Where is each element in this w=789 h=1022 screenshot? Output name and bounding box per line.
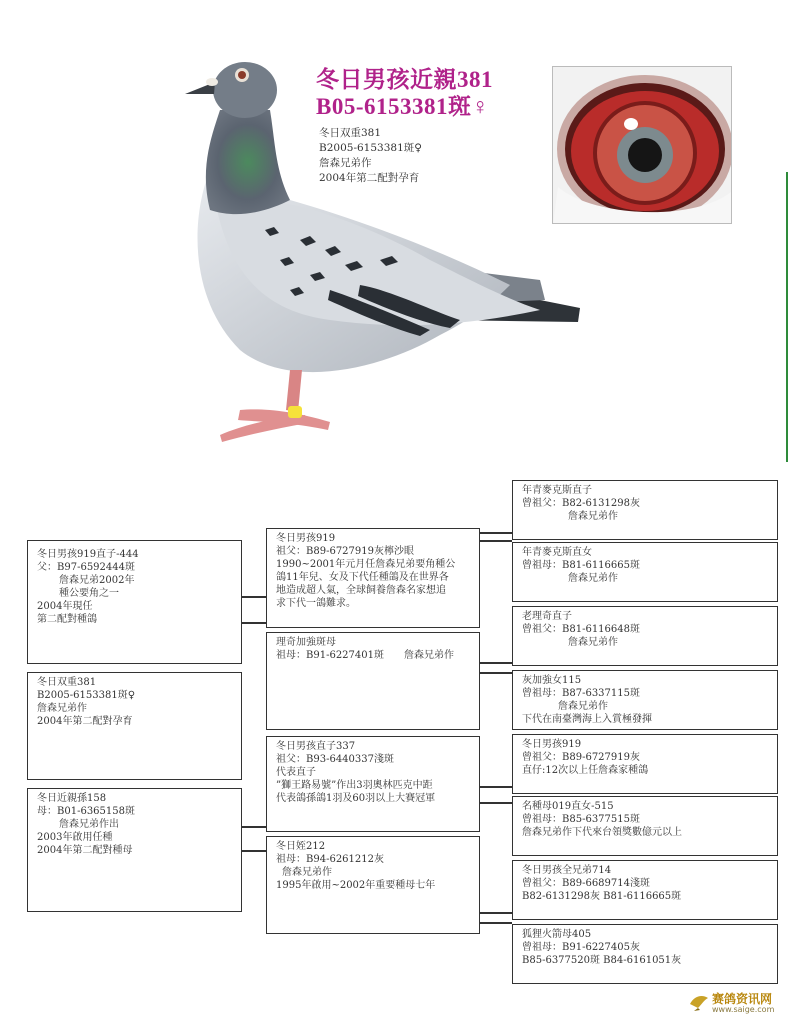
connector — [480, 912, 512, 914]
sire-note: 種公要角之一 — [59, 588, 119, 599]
pedigree-note: 詹森兄弟作下代來台領獎數億元以上 — [522, 827, 682, 838]
watermark-url: www.saige.com — [712, 1005, 775, 1014]
connector — [242, 826, 266, 828]
great-grandparent-box — [512, 860, 778, 920]
pedigree-note: 詹森兄弟作 — [558, 701, 608, 712]
info-line: 2004年第二配對孕育 — [319, 172, 420, 184]
pedigree-ring: 曾祖父：B89-6727919灰 — [522, 752, 640, 763]
pedigree-name: 冬日男孩全兄弟714 — [522, 865, 612, 876]
granddam-paternal-box — [266, 632, 480, 730]
subject-box — [27, 672, 242, 780]
pedigree-note: 直仔:12次以上任詹森家種鴿 — [522, 765, 649, 776]
pedigree-name: 冬日姪212 — [276, 841, 326, 852]
great-grandparent-box — [512, 796, 778, 856]
subject-ring: B2005-6153381斑♀ — [37, 690, 136, 701]
pedigree-ring: 曾祖父：B81-6116648斑 — [522, 624, 640, 635]
pigeon-name-title: 冬日男孩近親381 — [316, 67, 493, 92]
sire-note: 2004年現任 — [37, 601, 93, 612]
pedigree-note: 鴿11年兒、女及下代任種鴿及在世界各 — [276, 572, 449, 583]
connector — [480, 662, 512, 664]
pedigree-ring: 祖母：B91-6227401斑 詹森兄弟作 — [276, 650, 454, 661]
pedigree-note: B82-6131298灰 B81-6116665斑 — [522, 891, 682, 902]
connector — [242, 622, 266, 624]
sire-name: 冬日男孩919直子-444 — [37, 549, 139, 560]
dam-ring: 母：B01-6365158斑 — [37, 806, 135, 817]
pedigree-ring: 祖母：B94-6261212灰 — [276, 854, 384, 865]
pedigree-name: 年青麥克斯直女 — [522, 547, 592, 558]
pedigree-note: 地造成超人氣，全球飼養詹森名家想追 — [276, 585, 446, 596]
connector — [242, 596, 266, 598]
connector — [242, 850, 266, 852]
pedigree-name: 名種母019直女-515 — [522, 801, 614, 812]
great-grandparent-box — [512, 542, 778, 602]
sire-note: 第二配對種鴿 — [37, 614, 97, 625]
pedigree-ring: 曾祖母：B85-6377515斑 — [522, 814, 640, 825]
sire-box — [27, 540, 242, 664]
pedigree-note: 詹森兄弟作 — [568, 573, 618, 584]
grandsire-maternal-box — [266, 736, 480, 832]
site-watermark — [688, 990, 786, 1018]
pedigree-name: 狐狸火箭母405 — [522, 929, 592, 940]
pedigree-ring: 曾祖父：B89-6689714淺斑 — [522, 878, 650, 889]
pedigree-note: 求下代一鴿難求。 — [276, 598, 356, 609]
great-grandparent-box — [512, 734, 778, 794]
watermark-name: 赛鸽资讯网 — [712, 992, 773, 1006]
info-line: B2005-6153381斑♀ — [319, 142, 422, 154]
connector — [480, 802, 512, 804]
pedigree-note: ”獅王路易號”作出3羽奧林匹克中距 — [276, 780, 433, 791]
pedigree-name: 冬日男孩直子337 — [276, 741, 356, 752]
pedigree-note: 1990~2001年元月任詹森兄弟要角種公 — [276, 559, 456, 570]
subject-name: 冬日双重381 — [37, 677, 97, 688]
connector — [480, 922, 512, 924]
pedigree-name: 年青麥克斯直子 — [522, 485, 592, 496]
connector — [480, 540, 512, 542]
subject-note: 2004年第二配對孕育 — [37, 716, 133, 727]
pedigree-name: 灰加強女115 — [522, 675, 582, 686]
pedigree-ring: 曾祖母：B87-6337115斑 — [522, 688, 640, 699]
pigeon-logo-icon — [688, 992, 710, 1012]
great-grandparent-box — [512, 670, 778, 730]
pigeon-photo — [180, 50, 590, 450]
connector — [480, 672, 512, 674]
pedigree-note: 1995年啟用~2002年重要種母七年 — [276, 880, 436, 891]
pedigree-note: 詹森兄弟作 — [282, 867, 332, 878]
great-grandparent-box — [512, 606, 778, 666]
pedigree-ring: 曾祖母：B91-6227405灰 — [522, 942, 640, 953]
pedigree-note: 詹森兄弟作 — [568, 511, 618, 522]
dam-name: 冬日近親孫158 — [37, 793, 107, 804]
dam-box — [27, 788, 242, 912]
pedigree-name: 冬日男孩919 — [276, 533, 336, 544]
connector — [480, 786, 512, 788]
pedigree-ring: 曾祖母：B81-6116665斑 — [522, 560, 640, 571]
pedigree-note: B85-6377520斑 B84-6161051灰 — [522, 955, 682, 966]
eye-photo — [552, 66, 732, 224]
sire-ring: 父：B97-6592444斑 — [37, 562, 135, 573]
dam-note: 詹森兄弟作出 — [59, 819, 119, 830]
subject-note: 詹森兄弟作 — [37, 703, 87, 714]
dam-note: 2003年啟用任種 — [37, 832, 113, 843]
pedigree-name: 老理奇直子 — [522, 611, 572, 622]
sire-note: 詹森兄弟2002年 — [59, 575, 135, 586]
pedigree-note: 下代在南臺灣海上入賞極發揮 — [522, 714, 652, 725]
pedigree-note: 代表直子 — [276, 767, 316, 778]
info-line: 詹森兄弟作 — [319, 157, 372, 169]
granddam-maternal-box — [266, 836, 480, 934]
dam-note: 2004年第二配對種母 — [37, 845, 133, 856]
pedigree-note: 詹森兄弟作 — [568, 637, 618, 648]
pedigree-ring: 祖父：B89-6727919灰檸沙眼 — [276, 546, 414, 557]
great-grandparent-box — [512, 480, 778, 540]
connector — [480, 532, 512, 534]
pedigree-name: 冬日男孩919 — [522, 739, 582, 750]
divider-line — [786, 172, 788, 462]
grandsire-paternal-box — [266, 528, 480, 628]
pedigree-ring: 曾祖父：B82-6131298灰 — [522, 498, 640, 509]
ring-number-title: B05-6153381斑♀ — [316, 94, 490, 119]
info-line: 冬日双重381 — [319, 127, 382, 139]
pedigree-name: 理奇加強斑母 — [276, 637, 336, 648]
pedigree-note: 代表鴿孫鴿1羽及60羽以上大賽冠軍 — [276, 793, 436, 804]
pedigree-ring: 祖父：B93-6440337淺斑 — [276, 754, 394, 765]
great-grandparent-box — [512, 924, 778, 984]
